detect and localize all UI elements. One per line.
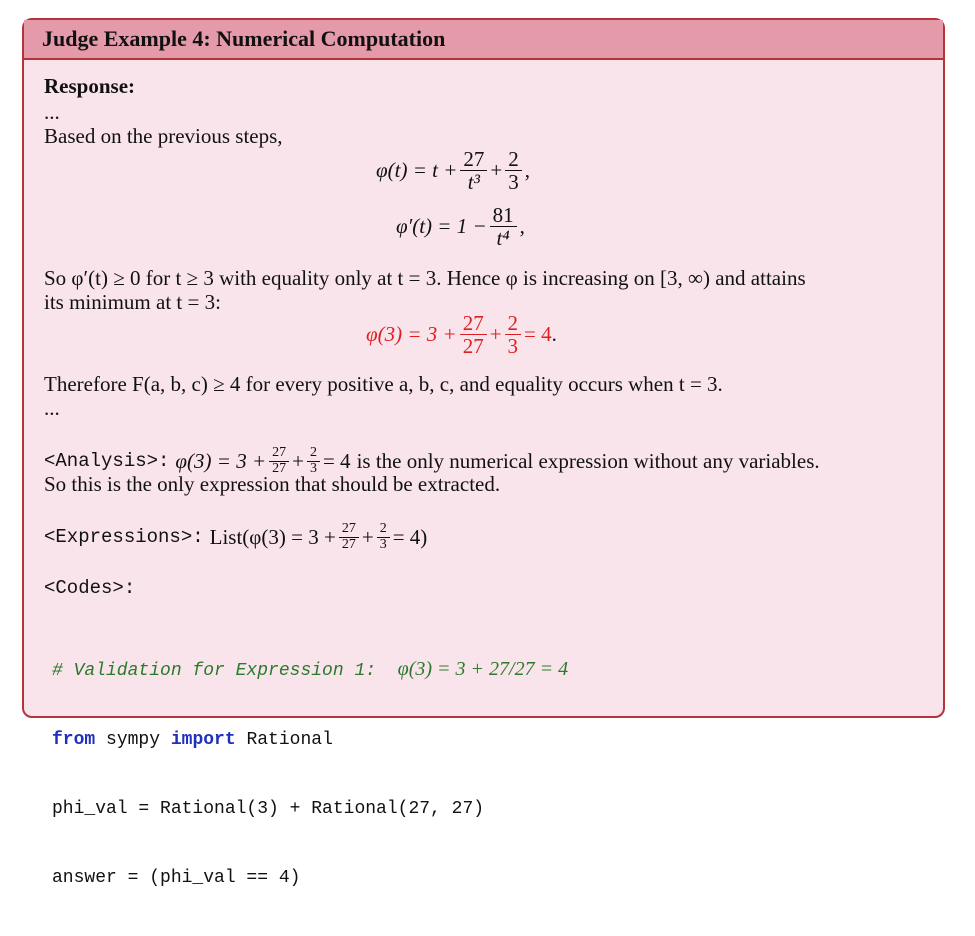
code-keyword-import: import xyxy=(170,730,236,750)
expressions-line xyxy=(44,522,427,552)
eq1-tail: , xyxy=(524,158,530,183)
eq1-plus: + xyxy=(490,158,503,183)
ellipsis-bottom: ... xyxy=(44,396,60,420)
ellipsis-top: ... xyxy=(44,100,60,124)
paragraph-line2: its minimum at t = 3: xyxy=(44,290,221,314)
equation-phi-prime xyxy=(396,204,525,249)
example-box xyxy=(22,18,945,888)
analysis-plus: + xyxy=(292,449,304,474)
eq3-tail: = 4 xyxy=(524,322,552,347)
eq3-frac1-den: 27 xyxy=(462,334,484,359)
expressions-frac2-den: 3 xyxy=(379,536,387,552)
response-label: Response: xyxy=(44,74,136,98)
eq3-frac2 xyxy=(505,312,522,357)
eq2-frac xyxy=(490,204,517,249)
code-keyword-from: from xyxy=(52,730,96,750)
expressions-plus: + xyxy=(361,525,374,550)
eq3-frac1-num: 27 xyxy=(460,312,487,335)
analysis-text: is the only numerical expression without any variables. xyxy=(356,449,820,474)
code-line-comment xyxy=(52,658,568,683)
analysis-frac1-den: 27 xyxy=(272,460,287,476)
analysis-frac2-num: 2 xyxy=(307,446,320,462)
code-line-import xyxy=(52,729,568,752)
expressions-frac1-den: 27 xyxy=(341,536,356,552)
paragraph-line1: So φ′(t) ≥ 0 for t ≥ 3 with equality only at t = 3. Hence φ is increasing on [3, ∞) and attains xyxy=(44,266,806,290)
eq3-frac2-num: 2 xyxy=(505,312,522,335)
eq1-frac2 xyxy=(505,148,522,193)
analysis-line2: So this is the only expression that should be extracted. xyxy=(44,472,501,496)
expressions-list-close: = 4) xyxy=(392,525,428,550)
analysis-tag: <Analysis>: xyxy=(44,450,170,473)
eq2-lhs: φ′(t) = 1 − xyxy=(396,214,487,239)
analysis-frac2-den: 3 xyxy=(309,460,317,476)
expressions-tag: <Expressions>: xyxy=(44,526,204,549)
equation-phi xyxy=(376,148,530,193)
eq3-frac2-den: 3 xyxy=(507,334,519,359)
eq1-frac1-num: 27 xyxy=(460,148,487,171)
eq2-tail: , xyxy=(519,214,525,239)
box-title: Judge Example 4: Numerical Computation xyxy=(24,20,943,60)
eq1-lhs: φ(t) = t + xyxy=(376,158,458,183)
code-import-name: Rational xyxy=(235,730,333,750)
expressions-frac2-num: 2 xyxy=(377,522,390,538)
equation-phi3 xyxy=(366,312,557,357)
expressions-frac1-num: 27 xyxy=(339,522,359,538)
eq1-frac2-den: 3 xyxy=(508,170,519,195)
expressions-frac1 xyxy=(339,522,359,552)
analysis-expr-lhs: φ(3) = 3 + xyxy=(175,449,267,474)
code-line-phi: phi_val = Rational(3) + Rational(27, 27) xyxy=(52,799,485,819)
code-block xyxy=(52,612,568,936)
codes-tag: <Codes>: xyxy=(44,577,136,599)
eq3-frac1 xyxy=(460,312,487,357)
analysis-expr-tail: = 4 xyxy=(322,449,351,474)
eq2-frac-num: 81 xyxy=(490,204,517,227)
expressions-list-open: List(φ(3) = 3 + xyxy=(209,525,336,550)
intro-text: Based on the previous steps, xyxy=(44,124,283,148)
code-comment-math: φ(3) = 3 + 27/27 = 4 xyxy=(397,658,569,680)
eq3-period: . xyxy=(551,322,557,347)
eq1-frac1 xyxy=(460,148,487,193)
code-line-answer: answer = (phi_val == 4) xyxy=(52,868,301,888)
eq1-frac1-den: t³ xyxy=(467,170,480,195)
conclusion-text: Therefore F(a, b, c) ≥ 4 for every positive a, b, c, and equality occurs when t = 3. xyxy=(44,372,723,396)
code-comment: # Validation for Expression 1: xyxy=(52,661,398,681)
code-module: sympy xyxy=(95,730,171,750)
eq1-frac2-num: 2 xyxy=(505,148,522,171)
expressions-frac2 xyxy=(377,522,390,552)
eq3-plus: + xyxy=(489,322,502,347)
eq2-frac-den: t⁴ xyxy=(496,226,510,251)
eq3-lhs: φ(3) = 3 + xyxy=(366,322,457,347)
analysis-frac1-num: 27 xyxy=(269,446,289,462)
